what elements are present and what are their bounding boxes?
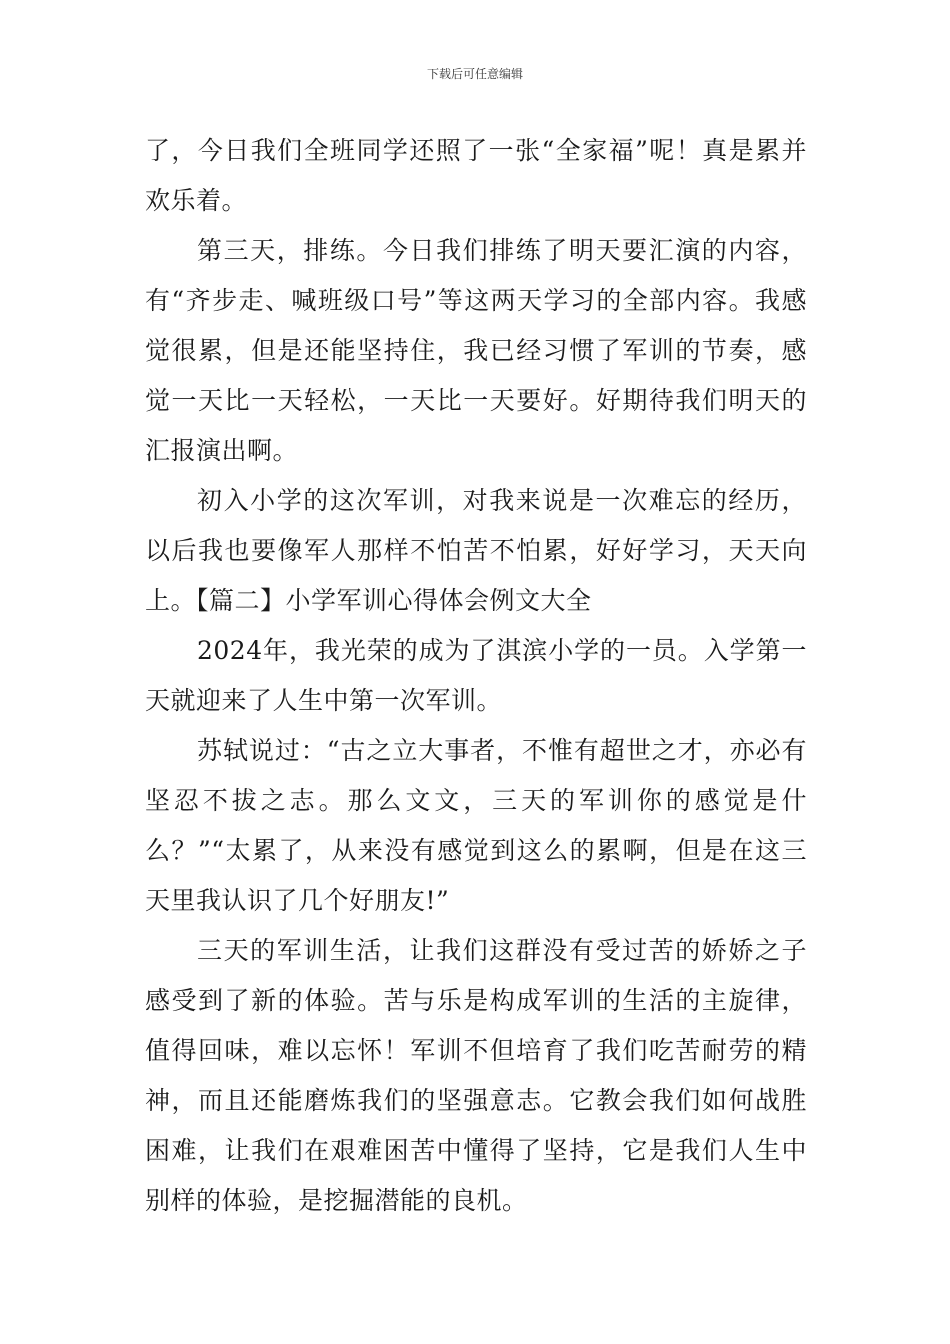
paragraph-4: 2024年，我光荣的成为了淇滨小学的一员。入学第一天就迎来了人生中第一次军训。	[145, 636, 807, 715]
paragraph-5: 苏轼说过：“古之立大事者，不惟有超世之才，亦必有坚忍不拔之志。那么文文，三天的军训你的感觉是什么？”“太累了，从来没有感觉到这么的累啊，但是在这三天里我认识了几个好朋友!”	[145, 736, 807, 915]
paragraph-3: 初入小学的这次军训，对我来说是一次难忘的经历，以后我也要像军人那样不怕苦不怕累，好好学习，天天向上。【篇二】小学军训心得体会例文大全	[145, 486, 807, 615]
document-body	[145, 126, 807, 1226]
page-header: 下载后可任意编辑	[426, 67, 523, 81]
paragraph-6: 三天的军训生活，让我们这群没有受过苦的娇娇之子感受到了新的体验。苦与乐是构成军训的生活的主旋律，值得回味，难以忘怀！军训不但培育了我们吃苦耐劳的精神，而且还能磨炼我们的坚强意志。它教会我们如何战胜困难，让我们在艰难困苦中懂得了坚持，它是我们人生中别样的体验，是挖掘潜能的良机。	[145, 936, 807, 1215]
paragraph-1: 了，今日我们全班同学还照了一张“全家福”呢！真是累并欢乐着。	[145, 136, 807, 215]
paragraph-2: 第三天，排练。今日我们排练了明天要汇演的内容，有“齐步走、喊班级口号”等这两天学习的全部内容。我感觉很累，但是还能坚持住，我已经习惯了军训的节奏，感觉一天比一天轻松，一天比一天要好。好期待我们明天的汇报演出啊。	[145, 236, 807, 465]
